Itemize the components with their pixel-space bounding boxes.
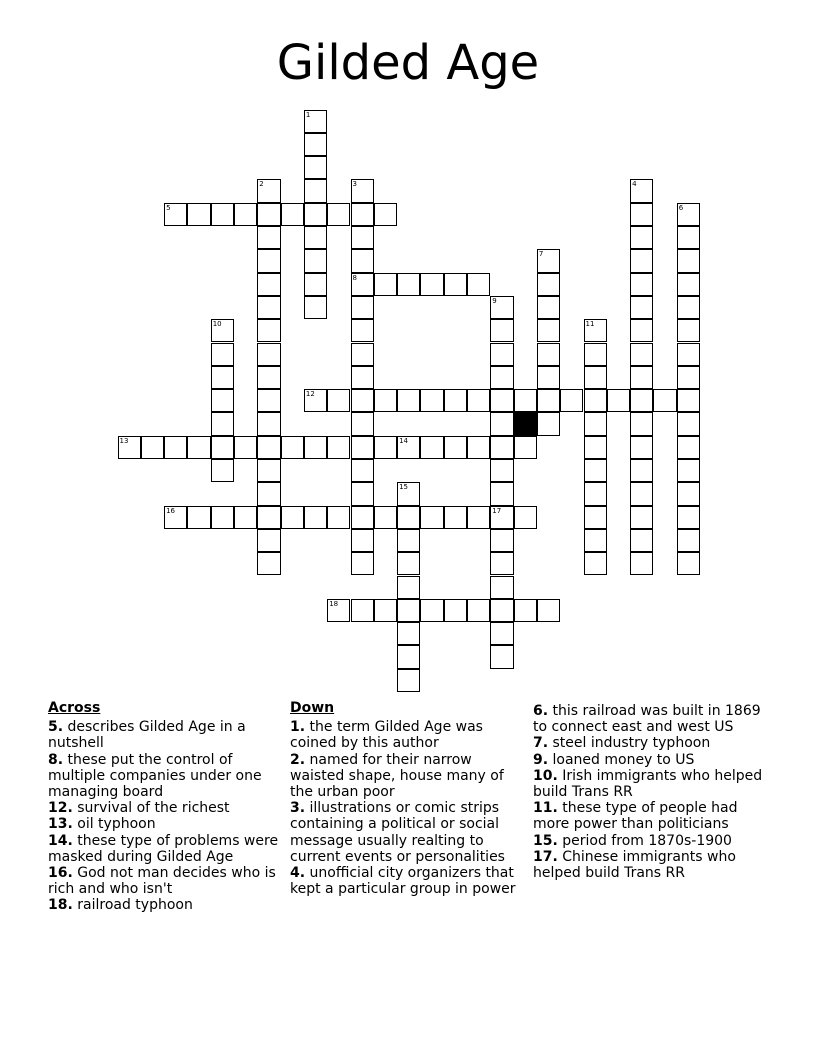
grid-cell[interactable] [397,436,420,459]
grid-cell[interactable] [327,436,350,459]
grid-cell[interactable] [351,319,374,342]
grid-cell[interactable] [537,273,560,296]
grid-cell[interactable] [281,436,304,459]
grid-cell[interactable] [257,249,280,272]
grid-cell[interactable] [211,343,234,366]
grid-cell[interactable] [630,529,653,552]
grid-cell[interactable] [257,296,280,319]
clue-number: 13. [48,816,73,833]
grid-cell[interactable] [351,506,374,529]
down-clue [533,800,765,832]
down-clue [290,800,522,865]
clue-column-1 [48,700,280,914]
clue-text: period from 1870s-1900 [557,832,732,849]
grid-cell[interactable] [677,366,700,389]
grid-cell[interactable] [537,249,560,272]
grid-cell[interactable] [630,319,653,342]
clue-text: Chinese immigrants who helped build Trans RR [533,848,736,882]
grid-cell[interactable] [444,389,467,412]
grid-cell[interactable] [677,459,700,482]
grid-cell[interactable] [257,529,280,552]
down-heading: Down [290,700,335,716]
grid-cell[interactable] [584,343,607,366]
grid-cell[interactable] [234,203,257,226]
grid-cell[interactable] [304,226,327,249]
clue-text: oil typhoon [72,816,156,833]
grid-cell[interactable] [397,389,420,412]
grid-cell[interactable] [351,436,374,459]
grid-cell[interactable] [257,506,280,529]
grid-cell[interactable] [304,249,327,272]
grid-cell[interactable] [677,389,700,412]
grid-cell[interactable] [584,436,607,459]
across-heading: Across [48,700,101,716]
grid-cell[interactable] [304,273,327,296]
clue-number: 14. [48,832,73,849]
grid-cell[interactable] [584,552,607,575]
clue-text: survival of the richest [72,800,230,817]
clue-text: named for their narrow waisted shape, house many of the urban poor [290,751,504,801]
grid-cell[interactable] [234,506,257,529]
grid-cell[interactable] [351,599,374,622]
grid-cell[interactable] [514,436,537,459]
cell-number: 12 [305,390,315,399]
grid-cell[interactable] [257,459,280,482]
grid-cell[interactable] [420,389,443,412]
across-clue [48,897,280,913]
clue-text: unofficial city organizers that kept a particular group in power [290,865,516,898]
grid-cell[interactable] [397,622,420,645]
grid-cell[interactable] [374,599,397,622]
grid-cell[interactable] [351,552,374,575]
grid-cell[interactable] [630,506,653,529]
grid-cell[interactable] [584,529,607,552]
grid-cell[interactable] [630,343,653,366]
down-clue [533,752,765,768]
cell-number: 3 [352,180,357,189]
grid-cell[interactable] [211,389,234,412]
clue-text: illustrations or comic strips containing a political or social message usually realting to current events or personalities [290,800,505,865]
grid-cell[interactable] [444,506,467,529]
grid-cell[interactable] [351,389,374,412]
grid-cell[interactable] [630,273,653,296]
grid-cell[interactable] [397,645,420,668]
grid-cell[interactable] [257,343,280,366]
clue-number: 2. [290,751,306,768]
grid-cell[interactable] [584,506,607,529]
grid-cell[interactable] [490,645,513,668]
grid-cell[interactable] [677,273,700,296]
grid-cell[interactable] [653,389,676,412]
clue-text: Irish immigrants who helped build Trans RR [533,767,763,801]
clue-text: these put the control of multiple companies under one managing board [48,751,262,801]
grid-cell[interactable] [397,529,420,552]
grid-cell[interactable] [490,343,513,366]
cell-number: 8 [352,273,357,282]
grid-cell[interactable] [187,436,210,459]
grid-cell[interactable] [467,273,490,296]
clue-number: 16. [48,865,73,882]
grid-cell[interactable] [327,599,350,622]
cell-number: 7 [538,250,544,259]
grid-cell[interactable] [211,319,234,342]
grid-cell[interactable] [677,412,700,435]
grid-cell[interactable] [397,506,420,529]
grid-cell[interactable] [444,436,467,459]
grid-cell[interactable] [630,412,653,435]
grid-cell[interactable] [630,459,653,482]
grid-cell[interactable] [327,506,350,529]
cell-number: 2 [259,180,264,189]
grid-cell[interactable] [630,203,653,226]
grid-cell[interactable] [420,436,443,459]
cell-number: 11 [585,320,595,329]
clue-column-3 [533,703,765,881]
grid-cell[interactable] [677,529,700,552]
puzzle-title: Gilded Age [276,35,540,91]
grid-cell[interactable] [490,599,513,622]
grid-cell[interactable] [677,249,700,272]
grid-cell[interactable] [397,482,420,505]
clue-number: 17. [533,848,558,865]
grid-cell[interactable] [677,343,700,366]
grid-cell[interactable] [351,343,374,366]
grid-cell[interactable] [164,203,187,226]
down-clue [290,719,522,751]
grid-cell[interactable] [490,459,513,482]
grid-cell[interactable] [490,319,513,342]
down-clue [533,735,765,751]
grid-cell[interactable] [257,389,280,412]
grid-cell[interactable] [304,436,327,459]
clue-text: this railroad was built in 1869 to connect east and west US [533,703,761,736]
grid-cell[interactable] [304,110,327,133]
grid-cell[interactable] [467,506,490,529]
grid-cell[interactable] [630,226,653,249]
grid-cell[interactable] [351,529,374,552]
down-clue [533,833,765,849]
grid-cell[interactable] [537,366,560,389]
grid-cell[interactable] [141,436,164,459]
grid-cell[interactable] [257,203,280,226]
grid-cell[interactable] [374,436,397,459]
clue-number: 10. [533,767,558,784]
grid-cell[interactable] [677,226,700,249]
across-clue [48,833,280,865]
clue-text: these type of problems were masked during Gilded Age [48,832,279,865]
cell-number: 18 [329,599,339,608]
grid-cell[interactable] [374,389,397,412]
clue-text: steel industry typhoon [548,735,711,752]
grid-cell[interactable] [444,273,467,296]
grid-cell[interactable] [257,482,280,505]
grid-cell[interactable] [630,436,653,459]
clue-text: railroad typhoon [72,897,193,914]
cell-number: 9 [492,296,497,305]
grid-cell[interactable] [304,506,327,529]
grid-cell[interactable] [351,366,374,389]
grid-cell[interactable] [537,319,560,342]
grid-cell[interactable] [374,203,397,226]
grid-cell[interactable] [257,226,280,249]
grid-cell[interactable] [327,389,350,412]
grid-cell[interactable] [630,249,653,272]
grid-cell[interactable] [351,482,374,505]
clue-column-2 [290,700,522,897]
clue-text: the term Gilded Age was coined by this author [290,719,483,752]
down-clue [533,849,765,881]
cell-number: 17 [492,506,502,515]
grid-cell[interactable] [211,203,234,226]
grid-cell[interactable] [467,436,490,459]
grid-cell[interactable] [327,203,350,226]
grid-cell[interactable] [420,273,443,296]
grid-cell[interactable] [304,179,327,202]
clue-text: describes Gilded Age in a nutshell [48,719,246,752]
grid-cell[interactable] [187,506,210,529]
grid-cell[interactable] [257,552,280,575]
grid-cell[interactable] [514,389,537,412]
grid-cell[interactable] [490,389,513,412]
black-cell [514,412,537,435]
clue-number: 18. [48,897,73,914]
across-clue [48,800,280,816]
grid-cell[interactable] [351,249,374,272]
grid-cell[interactable] [397,669,420,692]
grid-cell[interactable] [490,482,513,505]
cell-number: 6 [678,203,684,212]
grid-cell[interactable] [118,436,141,459]
grid-cell[interactable] [677,296,700,319]
grid-cell[interactable] [397,273,420,296]
clue-number: 8. [48,751,64,768]
clue-number: 7. [533,735,549,752]
across-clue [48,865,280,897]
grid-cell[interactable] [490,412,513,435]
grid-cell[interactable] [351,412,374,435]
grid-cell[interactable] [584,412,607,435]
cell-number: 14 [399,436,409,445]
grid-cell[interactable] [630,366,653,389]
clue-number: 15. [533,832,558,849]
grid-cell[interactable] [234,436,257,459]
grid-cell[interactable] [584,366,607,389]
grid-cell[interactable] [677,482,700,505]
grid-cell[interactable] [490,552,513,575]
grid-cell[interactable] [467,389,490,412]
grid-cell[interactable] [490,436,513,459]
grid-cell[interactable] [397,552,420,575]
cell-number: 15 [399,483,409,492]
grid-cell[interactable] [677,506,700,529]
grid-cell[interactable] [537,599,560,622]
grid-cell[interactable] [211,459,234,482]
grid-cell[interactable] [257,179,280,202]
grid-cell[interactable] [537,296,560,319]
grid-cell[interactable] [584,459,607,482]
grid-cell[interactable] [397,599,420,622]
grid-cell[interactable] [211,436,234,459]
down-clue [533,768,765,800]
clue-number: 3. [290,800,306,817]
grid-cell[interactable] [537,343,560,366]
grid-cell[interactable] [257,412,280,435]
grid-cell[interactable] [374,273,397,296]
clue-number: 5. [48,719,64,736]
grid-cell[interactable] [257,436,280,459]
down-clue [290,865,522,897]
cell-number: 13 [119,436,129,445]
grid-cell[interactable] [164,506,187,529]
grid-cell[interactable] [257,273,280,296]
grid-cell[interactable] [630,179,653,202]
grid-cell[interactable] [397,576,420,599]
grid-cell[interactable] [584,389,607,412]
clue-number: 4. [290,865,306,882]
down-clue [533,703,765,735]
cell-number: 5 [166,203,171,212]
grid-cell[interactable] [374,506,397,529]
cell-number: 16 [166,506,176,515]
grid-cell[interactable] [537,389,560,412]
grid-cell[interactable] [281,203,304,226]
grid-cell[interactable] [420,506,443,529]
cell-number: 10 [212,320,222,329]
grid-cell[interactable] [304,203,327,226]
grid-cell[interactable] [677,436,700,459]
grid-cell[interactable] [351,179,374,202]
grid-cell[interactable] [677,552,700,575]
clue-number: 11. [533,800,558,817]
grid-cell[interactable] [420,599,443,622]
grid-cell[interactable] [351,273,374,296]
grid-cell[interactable] [444,599,467,622]
clue-text: God not man decides who is rich and who isn't [48,865,276,898]
grid-cell[interactable] [490,506,513,529]
grid-cell[interactable] [281,506,304,529]
grid-cell[interactable] [257,366,280,389]
grid-cell[interactable] [351,459,374,482]
grid-cell[interactable] [490,296,513,319]
grid-cell[interactable] [351,203,374,226]
down-clue [290,752,522,801]
grid-cell[interactable] [490,529,513,552]
clue-number: 9. [533,751,549,768]
grid-cell[interactable] [211,412,234,435]
grid-cell[interactable] [467,599,490,622]
grid-cell[interactable] [514,506,537,529]
grid-cell[interactable] [584,319,607,342]
grid-cell[interactable] [351,296,374,319]
grid-cell[interactable] [490,576,513,599]
cell-number: 1 [305,110,311,119]
grid-cell[interactable] [257,319,280,342]
grid-cell[interactable] [304,389,327,412]
across-clue [48,752,280,801]
across-clue [48,816,280,832]
grid-cell[interactable] [560,389,583,412]
clue-number: 12. [48,800,73,817]
grid-cell[interactable] [630,296,653,319]
grid-cell[interactable] [537,412,560,435]
grid-cell[interactable] [490,366,513,389]
grid-cell[interactable] [677,203,700,226]
grid-cell[interactable] [211,506,234,529]
clue-number: 1. [290,719,306,736]
clue-number: 6. [533,703,549,719]
grid-cell[interactable] [164,436,187,459]
across-clue [48,719,280,751]
grid-cell[interactable] [607,389,630,412]
clue-text: these type of people had more power than politicians [533,800,738,833]
clue-text: loaned money to US [548,751,695,768]
grid-cell[interactable] [304,156,327,179]
grid-cell[interactable] [187,203,210,226]
grid-cell[interactable] [304,296,327,319]
grid-cell[interactable] [490,622,513,645]
grid-cell[interactable] [514,599,537,622]
grid-cell[interactable] [630,552,653,575]
grid-cell[interactable] [304,133,327,156]
grid-cell[interactable] [630,482,653,505]
grid-cell[interactable] [351,226,374,249]
cell-number: 4 [632,180,637,189]
grid-cell[interactable] [584,482,607,505]
grid-cell[interactable] [677,319,700,342]
grid-cell[interactable] [211,366,234,389]
grid-cell[interactable] [630,389,653,412]
